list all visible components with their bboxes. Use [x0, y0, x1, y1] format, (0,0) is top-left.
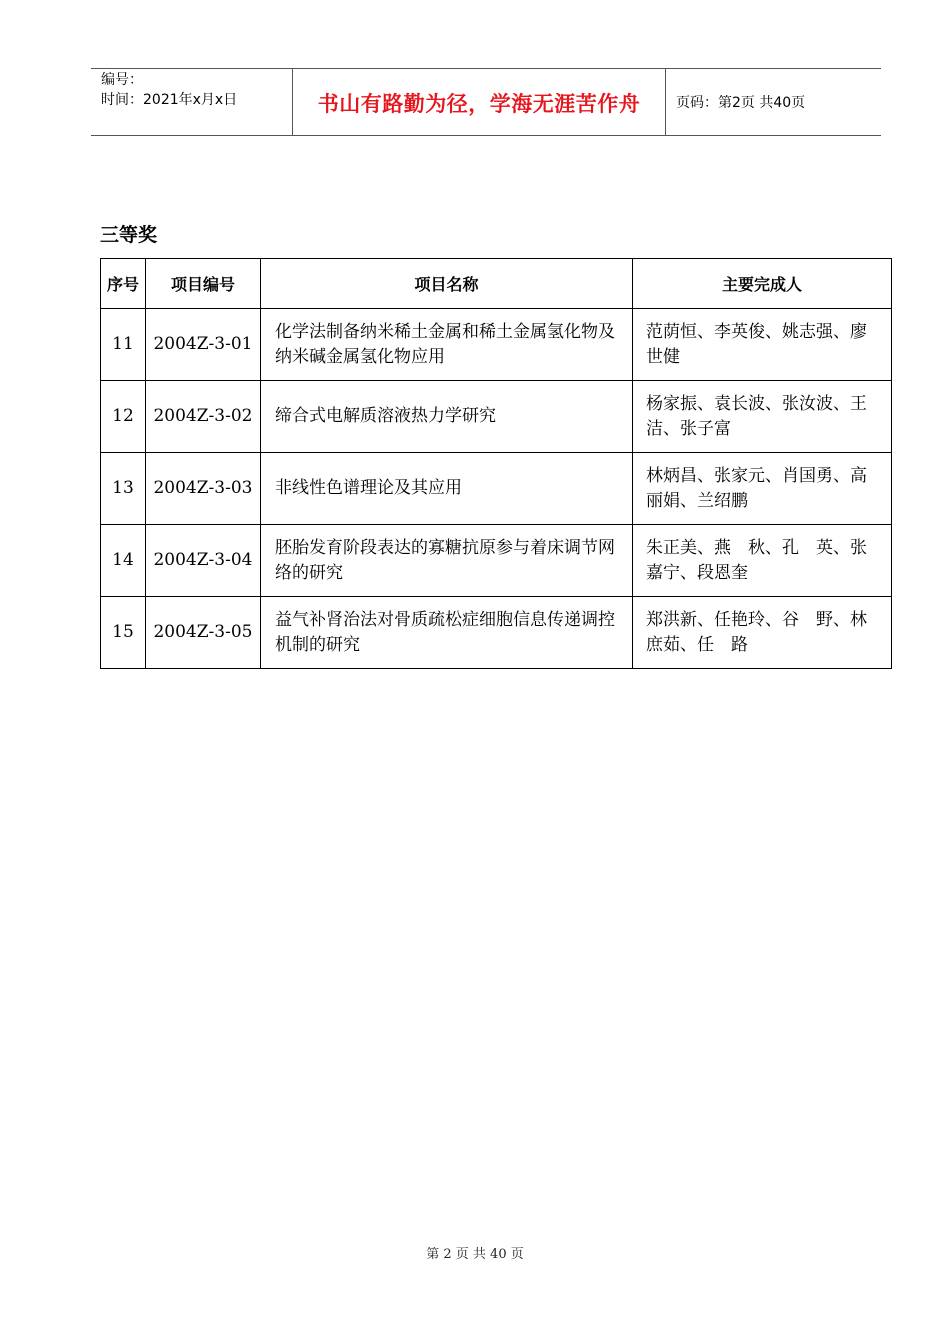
- cell-seq: 14: [101, 525, 146, 597]
- cell-code: 2004Z-3-05: [146, 597, 261, 669]
- cell-seq: 11: [101, 309, 146, 381]
- cell-people: 朱正美、燕 秋、孔 英、张嘉宁、段恩奎: [633, 525, 892, 597]
- cell-project-name: 非线性色谱理论及其应用: [261, 453, 633, 525]
- cell-code: 2004Z-3-04: [146, 525, 261, 597]
- header-meta: [91, 69, 293, 135]
- cell-people: 郑洪新、任艳玲、谷 野、林庶茹、任 路: [633, 597, 892, 669]
- header-page-cell: [666, 69, 881, 135]
- cell-seq: 13: [101, 453, 146, 525]
- cell-code: 2004Z-3-03: [146, 453, 261, 525]
- section-title: 三等奖: [100, 224, 158, 246]
- cell-project-name: 缔合式电解质溶液热力学研究: [261, 381, 633, 453]
- table-row: [101, 309, 892, 381]
- cell-code: 2004Z-3-02: [146, 381, 261, 453]
- cell-people: 林炳昌、张家元、肖国勇、高丽娟、兰绍鹏: [633, 453, 892, 525]
- cell-project-name: 胚胎发育阶段表达的寡糖抗原参与着床调节网络的研究: [261, 525, 633, 597]
- document-number-label: 编号：: [101, 72, 143, 88]
- cell-seq: 12: [101, 381, 146, 453]
- cell-people: 杨家振、袁长波、张汝波、王 洁、张子富: [633, 381, 892, 453]
- page-footer: 第 2 页 共 40 页: [426, 1247, 524, 1262]
- page-header: [91, 68, 881, 136]
- header-motto-cell: [293, 69, 666, 135]
- cell-code: 2004Z-3-01: [146, 309, 261, 381]
- table-header-row: [101, 259, 892, 309]
- table-row: [101, 597, 892, 669]
- cell-people: 范荫恒、李英俊、姚志强、廖世健: [633, 309, 892, 381]
- cell-seq: 15: [101, 597, 146, 669]
- column-header-code: 项目编号: [146, 259, 261, 309]
- document-time: 时间：2021年x月x日: [101, 92, 238, 108]
- cell-project-name: 化学法制备纳米稀土金属和稀土金属氢化物及纳米碱金属氢化物应用: [261, 309, 633, 381]
- column-header-name: 项目名称: [261, 259, 633, 309]
- header-motto: 书山有路勤为径，学海无涯苦作舟: [317, 92, 641, 116]
- awards-table: [100, 258, 892, 669]
- table-row: [101, 453, 892, 525]
- cell-project-name: 益气补肾治法对骨质疏松症细胞信息传递调控机制的研究: [261, 597, 633, 669]
- table-row: [101, 381, 892, 453]
- header-page-code: 页码：第2页 共40页: [676, 95, 806, 111]
- column-header-seq: 序号: [101, 259, 146, 309]
- column-header-people: 主要完成人: [633, 259, 892, 309]
- table-row: [101, 525, 892, 597]
